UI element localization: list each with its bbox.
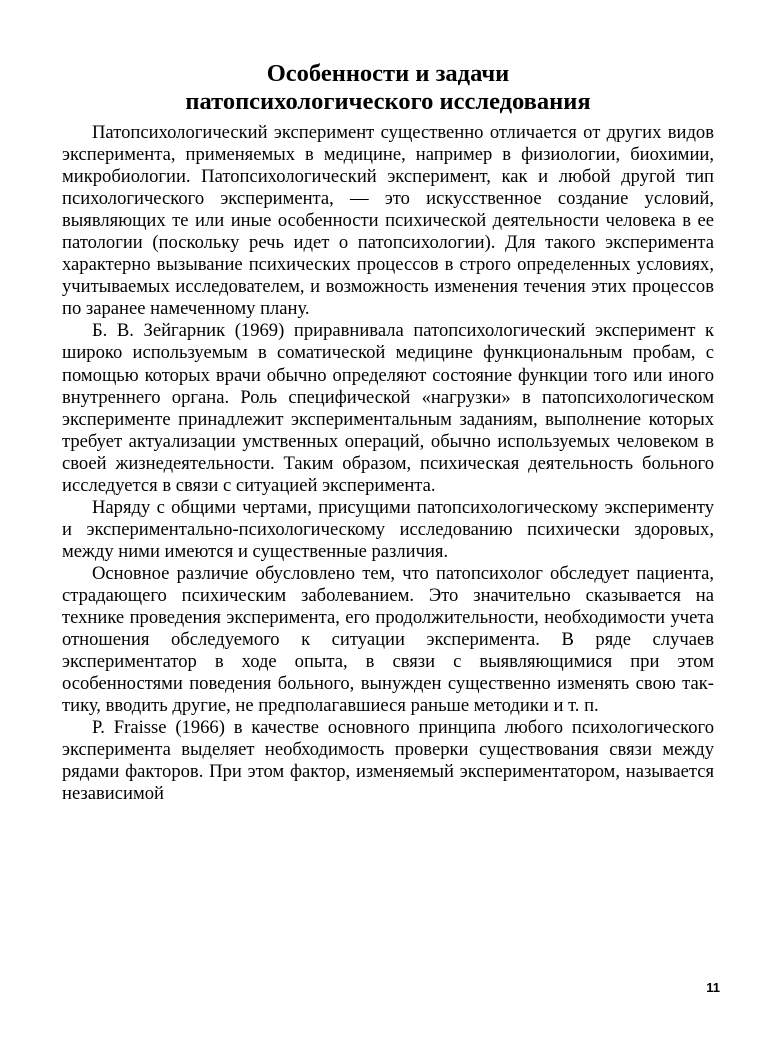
page-content [62,60,714,805]
paragraph-2: Б. В. Зейгарник (1969) приравнивала патопсихологический эксперимент к широко используемым в соматической медицине функциональным пробам, с помощью которых врачи обычно определяют состояние функции того или иного внутреннего органа. Роль специфической «нагрузки» в патопсихологическом эксперименте принадлежит экспериментальным заданиям, выполнение которых требует актуализации умственных операций, обычно используемых человеком в своей жизнедеятельности. Таким образом, психическая деятельность больного исследуется в связи с ситуацией эксперимента. [62,320,714,496]
page-title-line-2: патопсихологического исследования [185,88,591,115]
paragraph-4: Основное различие обусловлено тем, что патопсихолог обследует пациента, страдающего психическим заболеванием. Это значительно сказывается на технике проведения эксперимента, его продолжительности, необходимости учета отношения обследуемого к ситуации эксперимента. В ряде случаев экспериментатор в ходе опыта, в связи с выявляющимися при этом особенностями поведения больного, вынужден существенно изменять свою тактику, вводить другие, не предполагавшиеся раньше методики и т. п. [62,562,714,717]
paragraph-5: P. Fraisse (1966) в качестве основного принципа любого психологического эксперимента выделяет необходимость проверки существования связи между рядами факторов. При этом фактор, изменяемый экспериментатором, называется независимой [62,717,714,805]
page-number: 11 [706,980,720,995]
page-title-line-1: Особенности и задачи [266,60,510,87]
page-title [62,60,714,116]
paragraph-3: Наряду с общими чертами, присущими патопсихологическому эксперименту и экспериментально-психологическому исследованию психически здоровых, между ними имеются и существенные различия. [62,496,714,562]
paragraph-1: Патопсихологический эксперимент существенно отличается от других видов эксперимента, применяемых в медицине, например в физиологии, биохимии, микробиологии. Патопсихологический эксперимент, как и любой другой тип психологического эксперимента, — это искусственное создание условий, выявляющих те или иные особенности психической деятельности человека в ее патологии (поскольку речь идет о патопсихологии). Для такого эксперимента характерно вызывание психических процессов в строго определенных условиях, учитываемых исследователем, и возможность изменения течения этих процессов по заранее намеченному плану. [62,122,714,320]
